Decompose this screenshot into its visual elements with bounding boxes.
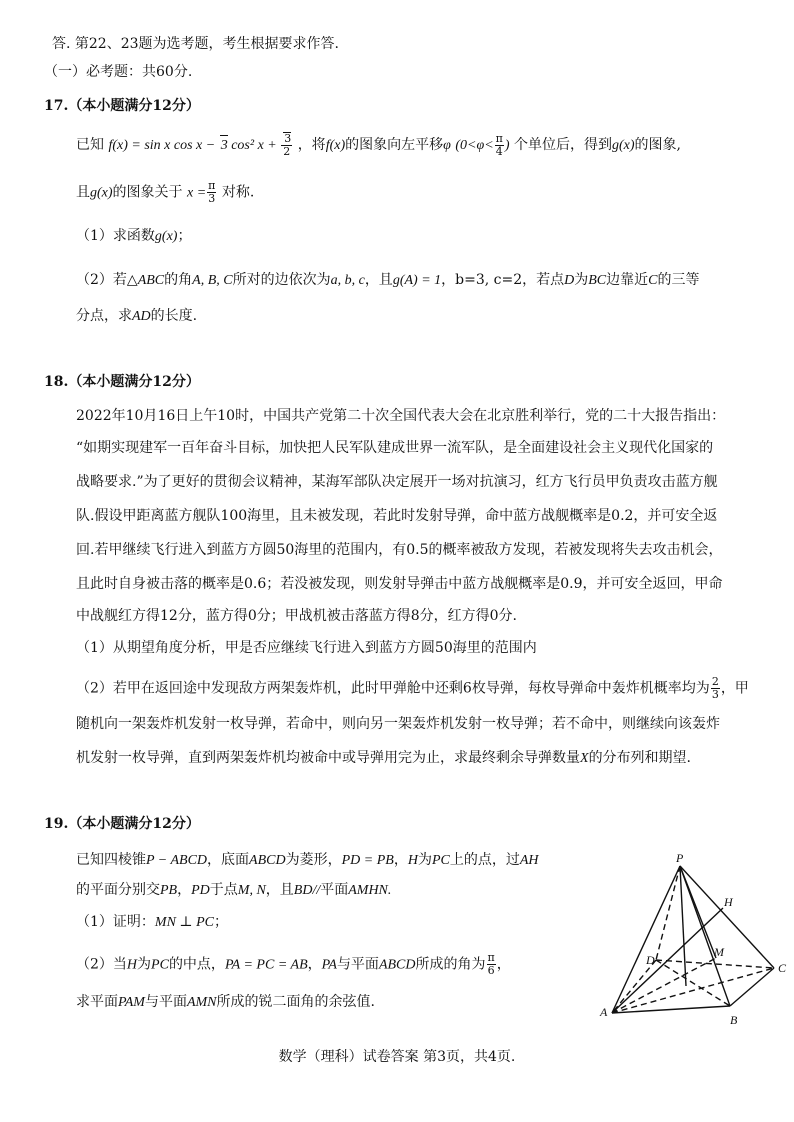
q17-stem-line2: 且g(x)的图象关于 x = $\frac{\pi}{3}$ 对称.	[76, 179, 255, 205]
q18-line-5: 回.若甲继续飞行进入到蓝方方圆50海里的范围内，有0.5的概率被敌方发现，若被发现将失去攻击机会，	[76, 542, 723, 558]
segment-PN	[680, 866, 686, 986]
edge-AB	[612, 1006, 730, 1013]
q19-line-1: 已知四棱锥P − ABCD，底面ABCD为菱形，PD = PB，H为PC上的点，过AH	[76, 852, 539, 868]
q17-stem-line1: 已知 f(x) = sin x cos x − 3 cos² x + $\frac{3}{2}$ ，将f(x)的图象向左平移φ (0<φ< $\frac{\pi}{4}$ ) 个单位后，得到g(x)的图象,	[76, 131, 681, 158]
q18-part2-line2: 随机向一架轰炸机发射一枚导弹，若命中，则向另一架轰炸机发射一枚导弹；若不命中，则继续向该轰炸	[76, 716, 720, 732]
q19-part2-line1: （2）当H为PC的中点，PA = PC = AB，PA与平面ABCD所成的角为 $\frac{\pi}{6}$ ，	[76, 951, 511, 977]
q18-header: 18.（本小题满分12分）	[44, 374, 200, 390]
intro-line-1: 答. 第22、23题为选考题，考生根据要求作答.	[52, 36, 339, 52]
label-M: M	[714, 945, 724, 959]
q19-header: 19.（本小题满分12分）	[44, 816, 200, 832]
pyramid-figure	[596, 846, 794, 1036]
page-footer: 数学（理科）试卷答案 第3页，共4页.	[278, 1049, 516, 1065]
q18-part1: （1）从期望角度分析，甲是否应继续飞行进入到蓝方方圆50海里的范围内	[76, 640, 537, 656]
q18-line-2: “如期实现建军一百年奋斗目标，加快把人民军队建成世界一流军队，是全面建设社会主义现代化国家的	[76, 440, 714, 456]
label-H: H	[724, 895, 733, 909]
q18-line-6: 且此时自身被击落的概率是0.6；若没被发现，则发射导弹击中蓝方战舰概率是0.9，并可安全返回，甲命	[76, 576, 723, 592]
q18-part2-line1: （2）若甲在返回途中发现敌方两架轰炸机，此时甲弹舱中还剩6枚导弹，每枚导弹命中轰炸机概率均为 $\frac{2}{3}$ ，甲	[76, 675, 749, 701]
q18-line-4: 队.假设甲距离蓝方舰队100海里，且未被发现，若此时发射导弹，命中蓝方战舰概率是0.2，并可安全返	[76, 508, 718, 524]
q19-line-2: 的平面分别交PB，PD于点M, N，且BD//平面AMHN.	[76, 882, 392, 898]
edge-DA-dashed	[612, 960, 656, 1013]
q19-part1: （1）证明：MN ⊥ PC；	[76, 914, 228, 930]
edge-PA	[612, 866, 680, 1013]
label-P: P	[676, 851, 684, 865]
label-C: C	[778, 961, 787, 975]
q18-line-7: 中战舰红方得12分，蓝方得0分；甲战机被击落蓝方得8分，红方得0分.	[76, 608, 517, 624]
label-B: B	[730, 1013, 738, 1027]
q17-part1: （1）求函数g(x)；	[76, 228, 192, 244]
label-D: D	[646, 953, 655, 967]
edge-PD-dashed	[656, 866, 680, 960]
q19-part2-line2: 求平面PAM与平面AMN所成的锐二面角的余弦值.	[76, 994, 375, 1010]
segment-AM-dashed	[612, 958, 716, 1013]
q18-part2-line3: 机发射一枚导弹，直到两架轰炸机均被命中或导弹用完为止，求最终剩余导弹数量X的分布列和期望.	[76, 750, 692, 766]
label-A: A	[600, 1005, 608, 1019]
q18-line-3: 战略要求.”为了更好的贯彻会议精神，某海军部队决定展开一场对抗演习，红方飞行员甲负责攻击蓝方舰	[76, 474, 718, 490]
q18-line-1: 2022年10月16日上午10时，中国共产党第二十次全国代表大会在北京胜利举行，党的二十大报告指出：	[76, 408, 726, 424]
edge-PC	[680, 866, 774, 968]
q17-header: 17.（本小题满分12分）	[44, 98, 200, 114]
q17-part2-line2: 分点，求AD的长度.	[76, 308, 198, 324]
q17-part2-line1: （2）若△ABC的角A, B, C所对的边依次为a, b, c，且g(A) = 1，b=3, c=2，若点D为BC边靠近C的三等	[76, 272, 700, 288]
intro-line-2: （一）必考题：共60分.	[44, 64, 193, 80]
